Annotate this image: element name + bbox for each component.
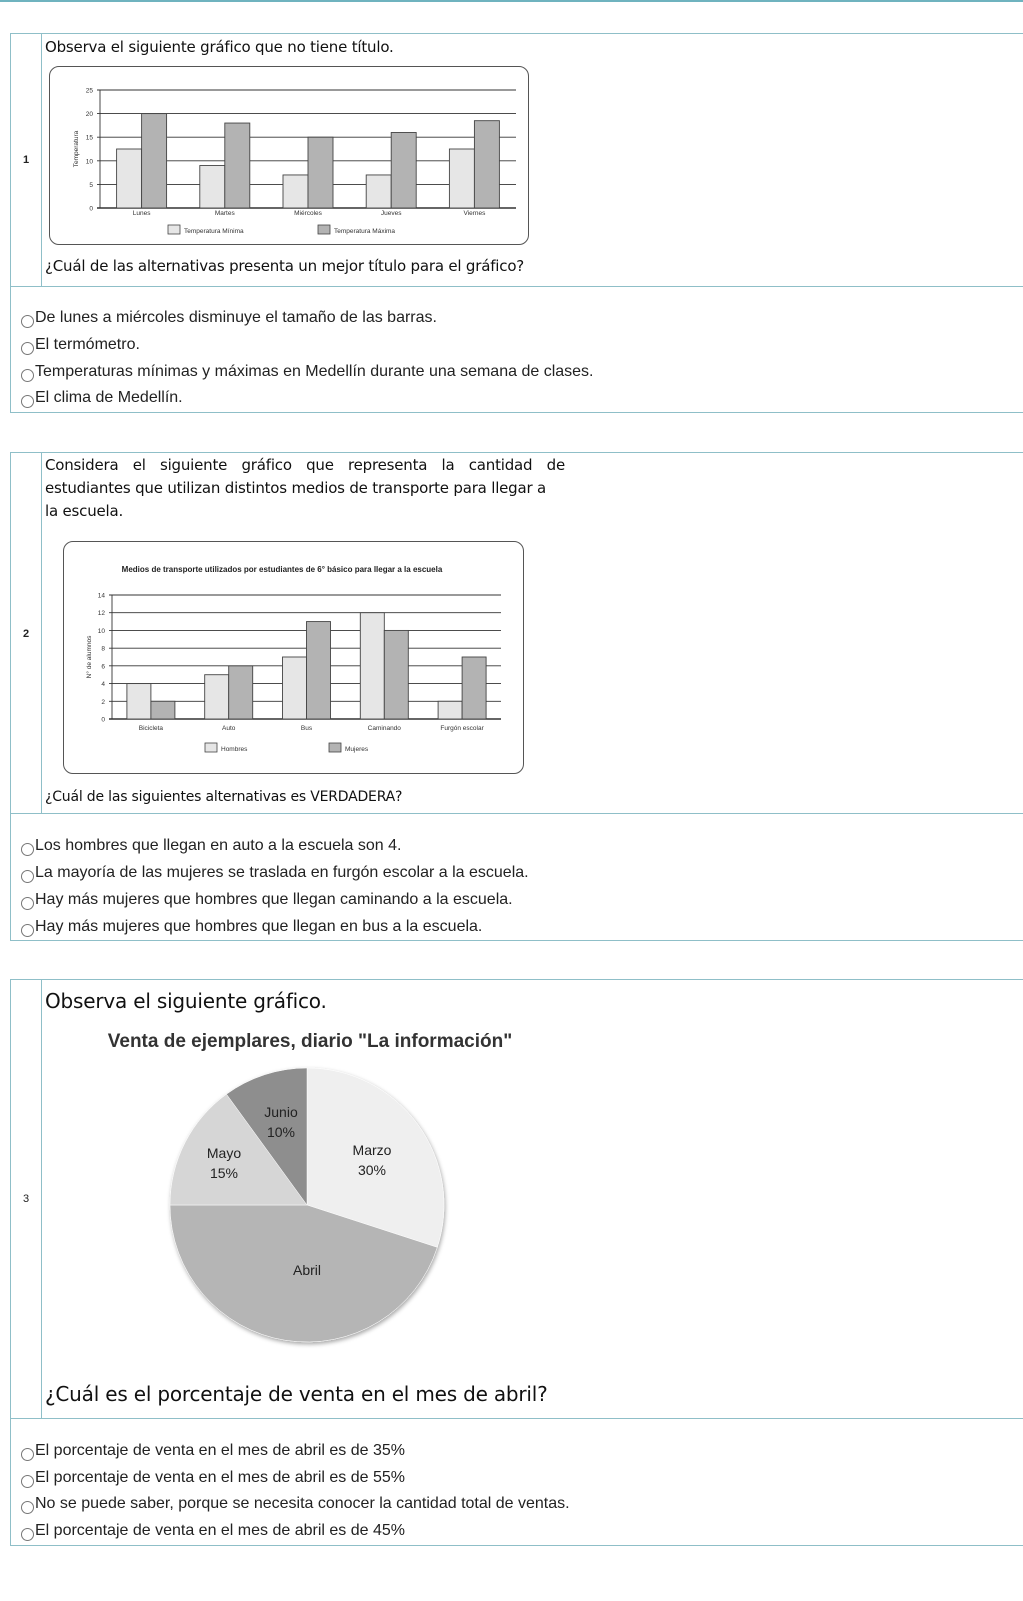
y-tick: 0	[89, 205, 93, 213]
x-tick: Furgón escolar	[440, 725, 484, 732]
radio-button[interactable]	[21, 315, 34, 328]
x-tick: Lunes	[132, 210, 151, 217]
option-label: De lunes a miércoles disminuye el tamaño de las barras.	[35, 309, 437, 326]
radio-button[interactable]	[21, 843, 34, 856]
bar	[366, 175, 391, 208]
x-tick: Martes	[214, 210, 235, 217]
y-tick: 6	[101, 663, 105, 671]
option-label: El clima de Medellín.	[35, 389, 183, 406]
option-2c[interactable]	[21, 888, 513, 912]
slice-value: 10%	[266, 1124, 296, 1140]
question-3	[10, 979, 1023, 1419]
option-3a[interactable]	[21, 1439, 405, 1463]
option-label: El termómetro.	[35, 336, 140, 353]
legend-label: Temperatura Mínima	[184, 228, 244, 235]
chart-title: Venta de ejemplares, diario "La información"	[107, 1031, 513, 1052]
legend-swatch	[168, 225, 180, 234]
option-1b[interactable]	[21, 333, 140, 357]
question-prompt: ¿Cuál de las siguientes alternativas es VERDADERA?	[45, 789, 403, 805]
option-label: Temperaturas mínimas y máximas en Medellín durante una semana de clases.	[35, 363, 594, 380]
option-2a[interactable]	[21, 834, 401, 858]
option-1d[interactable]	[21, 386, 183, 410]
bar	[117, 149, 142, 208]
y-tick: 25	[85, 87, 93, 95]
radio-button[interactable]	[21, 369, 34, 382]
intro-line: estudiantes que utilizan distintos medios de transporte para llegar a	[45, 479, 547, 497]
radio-button[interactable]	[21, 395, 34, 408]
option-1c[interactable]	[21, 360, 593, 384]
slice-value: 15%	[209, 1165, 239, 1181]
slice-value: 30%	[357, 1162, 387, 1178]
bar	[438, 701, 462, 719]
question-number-cell	[11, 453, 42, 813]
bar	[229, 666, 253, 719]
radio-button[interactable]	[21, 924, 34, 937]
options-2	[10, 814, 1023, 941]
question-intro	[45, 454, 565, 523]
radio-button[interactable]	[21, 1475, 34, 1488]
question-number: 1	[23, 154, 30, 166]
bar	[307, 622, 331, 719]
option-3b[interactable]	[21, 1466, 405, 1490]
question-number: 3	[23, 1193, 30, 1205]
y-tick: 2	[101, 698, 105, 706]
radio-button[interactable]	[21, 1501, 34, 1514]
x-tick: Jueves	[380, 210, 402, 217]
options-1	[10, 287, 1023, 413]
chart-transport	[63, 541, 524, 774]
intro-line: la escuela.	[45, 502, 124, 520]
question-2	[10, 452, 1023, 814]
y-tick: 4	[101, 681, 105, 689]
option-label: Los hombres que llegan en auto a la escuela son 4.	[35, 837, 402, 854]
bar	[225, 123, 250, 208]
y-tick: 8	[101, 645, 105, 653]
bar	[283, 175, 308, 208]
option-label: Hay más mujeres que hombres que llegan caminando a la escuela.	[35, 891, 513, 908]
question-number: 2	[23, 628, 30, 640]
bar	[127, 684, 151, 719]
y-tick: 20	[85, 111, 93, 119]
y-tick: 10	[97, 627, 105, 635]
option-label: El porcentaje de venta en el mes de abril es de 45%	[35, 1522, 406, 1539]
question-prompt: ¿Cuál de las alternativas presenta un mejor título para el gráfico?	[45, 257, 525, 275]
bar	[308, 137, 333, 208]
slice-label: Marzo	[352, 1142, 392, 1158]
radio-button[interactable]	[21, 897, 34, 910]
bar	[474, 121, 499, 208]
radio-button[interactable]	[21, 342, 34, 355]
bar-chart	[64, 542, 523, 773]
x-tick: Bus	[300, 725, 313, 732]
option-2b[interactable]	[21, 861, 529, 885]
radio-button[interactable]	[21, 870, 34, 883]
question-number-cell	[11, 980, 42, 1418]
x-tick: Caminando	[367, 725, 401, 732]
legend-swatch	[329, 743, 341, 752]
radio-button[interactable]	[21, 1528, 34, 1541]
option-3c[interactable]	[21, 1492, 570, 1516]
bar-chart	[50, 67, 528, 244]
options-3	[10, 1419, 1023, 1546]
legend-label: Temperatura Máxima	[334, 228, 396, 235]
option-label: El porcentaje de venta en el mes de abril es de 55%	[35, 1469, 406, 1486]
y-tick: 12	[97, 610, 105, 618]
intro-line: Considera el siguiente gráfico que representa la cantidad de	[45, 456, 565, 474]
option-1a[interactable]	[21, 306, 437, 330]
chart-temperature	[49, 66, 529, 245]
y-tick: 0	[101, 716, 105, 724]
option-3d[interactable]	[21, 1519, 405, 1543]
question-1	[10, 33, 1023, 287]
question-prompt: ¿Cuál es el porcentaje de venta en el mes de abril?	[45, 1382, 548, 1406]
legend-label: Mujeres	[345, 746, 369, 753]
option-2d[interactable]	[21, 915, 482, 939]
question-number-cell	[11, 34, 42, 286]
bar	[283, 657, 307, 719]
legend-swatch	[205, 743, 217, 752]
y-axis-label: N° de alumnos	[86, 635, 93, 679]
radio-button[interactable]	[21, 1448, 34, 1461]
bar	[449, 149, 474, 208]
bar	[462, 657, 486, 719]
top-divider	[0, 0, 1023, 2]
legend-label: Hombres	[221, 746, 248, 753]
option-label: La mayoría de las mujeres se traslada en furgón escolar a la escuela.	[35, 864, 529, 881]
question-intro: Observa el siguiente gráfico.	[45, 989, 327, 1013]
bar	[200, 166, 225, 208]
y-tick: 14	[97, 592, 105, 600]
y-tick: 5	[89, 181, 93, 189]
pie-chart	[72, 1020, 552, 1350]
slice-label: Mayo	[206, 1145, 242, 1161]
option-label: Hay más mujeres que hombres que llegan en bus a la escuela.	[35, 918, 483, 935]
slice-label: Abril	[292, 1262, 322, 1278]
chart-title: Medios de transporte utilizados por estudiantes de 6° básico para llegar a la escuela	[121, 565, 443, 574]
bar	[142, 114, 167, 208]
x-tick: Auto	[222, 725, 236, 732]
bar	[205, 675, 229, 719]
bar	[151, 701, 175, 719]
x-tick: Viernes	[463, 210, 486, 217]
legend-swatch	[318, 225, 330, 234]
y-tick: 10	[85, 158, 93, 166]
bar	[360, 613, 384, 719]
x-tick: Miércoles	[294, 210, 322, 217]
option-label: No se puede saber, porque se necesita conocer la cantidad total de ventas.	[35, 1495, 570, 1512]
y-tick: 15	[85, 134, 93, 142]
x-tick: Bicicleta	[138, 725, 164, 732]
question-intro: Observa el siguiente gráfico que no tiene título.	[45, 38, 394, 56]
bar	[384, 630, 408, 719]
y-axis-label: Temperatura	[73, 130, 80, 168]
bar	[391, 132, 416, 208]
slice-label: Junio	[264, 1104, 298, 1120]
option-label: El porcentaje de venta en el mes de abril es de 35%	[35, 1442, 406, 1459]
